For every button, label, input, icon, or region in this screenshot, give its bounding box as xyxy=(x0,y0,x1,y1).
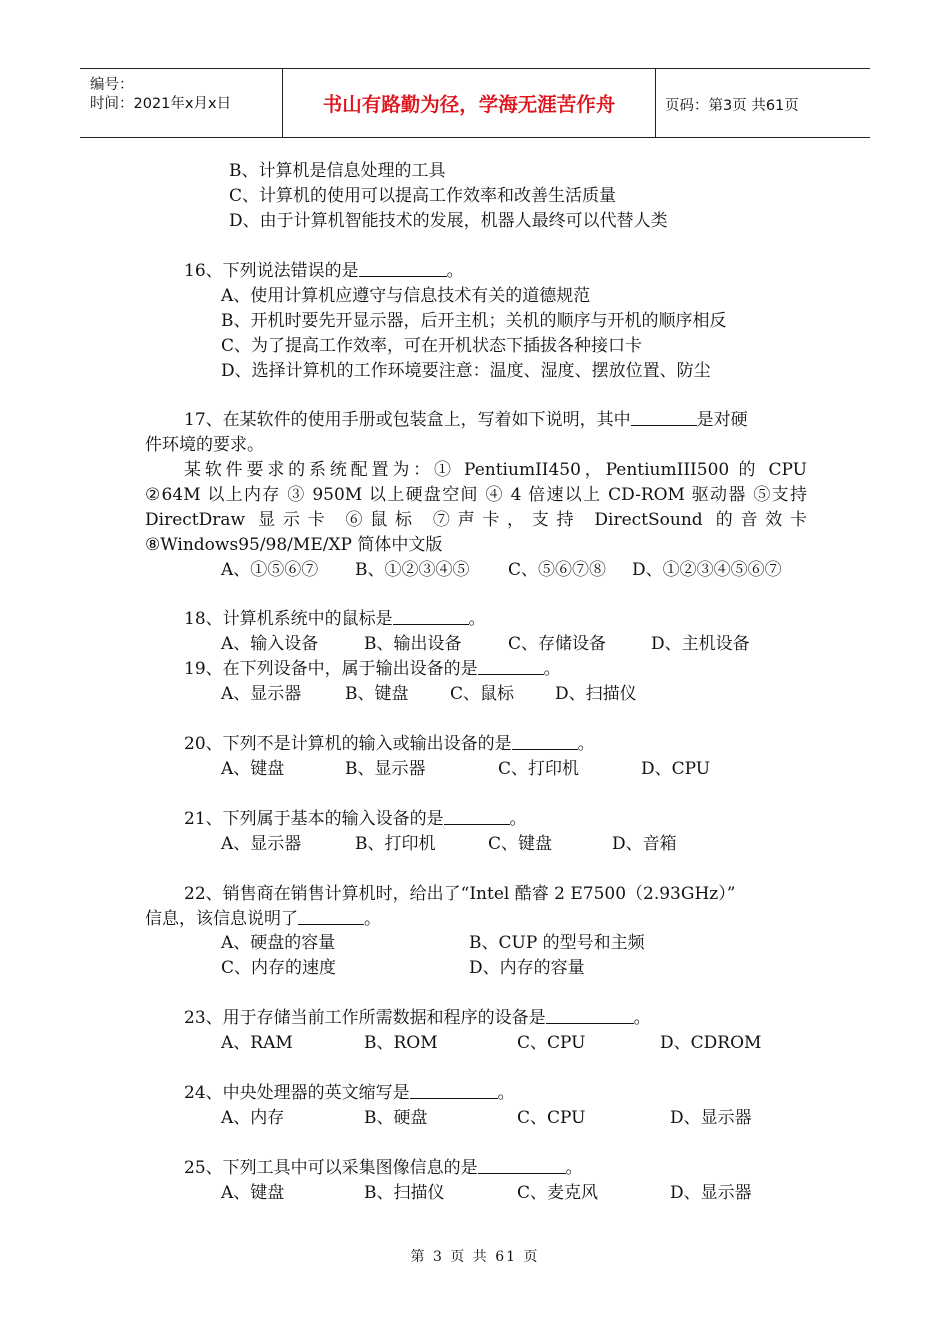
q21-option-d: D、音箱 xyxy=(612,834,677,854)
q20-stem-text: 20、下列不是计算机的输入或输出设备的是 xyxy=(184,734,512,754)
q16-stem-end: 。 xyxy=(446,261,464,281)
answer-blank xyxy=(444,809,510,825)
q22-option-b: B、CUP 的型号和主频 xyxy=(469,933,645,953)
q19-stem-text: 19、在下列设备中，属于输出设备的是 xyxy=(184,659,478,679)
q17-stem-text: 17、在某软件的使用手册或包装盒上，写着如下说明，其中 xyxy=(184,410,631,430)
doc-date-label: 时间：2021年x月x日 xyxy=(90,96,232,112)
q17-option-c: C、⑤⑥⑦⑧ xyxy=(508,560,607,580)
q16-option-b: B、开机时要先开显示器，后开主机；关机的顺序与开机的顺序相反 xyxy=(221,311,727,331)
q19-option-b: B、键盘 xyxy=(345,684,409,704)
page-footer: 第 3 页 共 61 页 xyxy=(410,1249,540,1265)
q24-option-b: B、硬盘 xyxy=(364,1108,428,1128)
q22-option-d: D、内存的容量 xyxy=(469,958,585,978)
q19-option-c: C、鼠标 xyxy=(450,684,515,704)
q15-option-b: B、计算机是信息处理的工具 xyxy=(229,161,446,181)
q25-stem xyxy=(184,1158,583,1178)
q18-stem xyxy=(184,609,486,629)
q19-stem xyxy=(184,659,561,679)
q22-stem: 22、销售商在销售计算机时，给出了“Intel 酷睿 2 E7500（2.93GHz）” xyxy=(184,884,736,904)
q19-option-a: A、显示器 xyxy=(221,684,302,704)
q24-option-c: C、CPU xyxy=(517,1108,586,1128)
header-motto: 书山有路勤为径，学海无涯苦作舟 xyxy=(322,93,616,116)
q21-option-a: A、显示器 xyxy=(221,834,302,854)
q22-option-c: C、内存的速度 xyxy=(221,958,337,978)
q23-option-b: B、ROM xyxy=(364,1033,438,1053)
q17-config-line1: 某软件要求的系统配置为：① PentiumII450，PentiumIII500 的 CPU xyxy=(184,460,807,480)
q16-option-d: D、选择计算机的工作环境要注意：温度、湿度、摆放位置、防尘 xyxy=(221,361,711,381)
q24-stem-end: 。 xyxy=(497,1083,515,1103)
q22-stem-text: 信息，该信息说明了 xyxy=(145,909,298,929)
q20-option-b: B、显示器 xyxy=(345,759,426,779)
q17-option-b: B、①②③④⑤ xyxy=(355,560,470,580)
header-divider xyxy=(655,69,656,137)
answer-blank xyxy=(478,659,544,675)
q21-stem xyxy=(184,809,527,829)
q20-option-d: D、CPU xyxy=(641,759,711,779)
q25-stem-text: 25、下列工具中可以采集图像信息的是 xyxy=(184,1158,478,1178)
q16-stem xyxy=(184,261,464,281)
q17-config-line3: DirectDraw 显示卡 ⑥鼠标 ⑦声卡，支持 DirectSound 的音效卡 xyxy=(145,510,807,530)
q21-option-c: C、键盘 xyxy=(488,834,553,854)
q24-stem xyxy=(184,1083,515,1103)
q18-stem-text: 18、计算机系统中的鼠标是 xyxy=(184,609,393,629)
q23-stem xyxy=(184,1008,651,1028)
q25-stem-end: 。 xyxy=(565,1158,583,1178)
q20-option-c: C、打印机 xyxy=(498,759,580,779)
q15-option-d: D、由于计算机智能技术的发展，机器人最终可以代替人类 xyxy=(229,211,668,231)
q17-config-line4: ⑧Windows95/98/ME/XP 简体中文版 xyxy=(145,535,443,555)
q18-option-d: D、主机设备 xyxy=(651,634,750,654)
q18-stem-end: 。 xyxy=(468,609,486,629)
answer-blank xyxy=(512,734,578,750)
q18-option-b: B、输出设备 xyxy=(364,634,462,654)
q23-option-d: D、CDROM xyxy=(660,1033,762,1053)
header-meta xyxy=(80,69,282,137)
q15-option-c: C、计算机的使用可以提高工作效率和改善生活质量 xyxy=(229,186,617,206)
q20-stem xyxy=(184,734,595,754)
q17-stem-end: 是对硬 xyxy=(696,410,748,430)
q21-stem-end: 。 xyxy=(509,809,527,829)
q18-option-a: A、输入设备 xyxy=(221,634,319,654)
q22-stem-line2 xyxy=(145,909,381,929)
q17-stem-line2: 件环境的要求。 xyxy=(145,435,264,455)
q23-option-c: C、CPU xyxy=(517,1033,586,1053)
answer-blank xyxy=(410,1083,498,1099)
q21-stem-text: 21、下列属于基本的输入设备的是 xyxy=(184,809,444,829)
q23-option-a: A、RAM xyxy=(221,1033,293,1053)
answer-blank xyxy=(546,1008,634,1024)
q19-option-d: D、扫描仪 xyxy=(555,684,637,704)
answer-blank xyxy=(359,261,447,277)
q20-stem-end: 。 xyxy=(577,734,595,754)
q24-option-a: A、内存 xyxy=(221,1108,285,1128)
q23-stem-text: 23、用于存储当前工作所需数据和程序的设备是 xyxy=(184,1008,546,1028)
q25-option-c: C、麦克风 xyxy=(517,1183,599,1203)
answer-blank xyxy=(393,609,469,625)
header-page-label: 页码：第3页 共61页 xyxy=(665,98,799,114)
page-header xyxy=(80,68,870,138)
q23-stem-end: 。 xyxy=(633,1008,651,1028)
q20-option-a: A、键盘 xyxy=(221,759,285,779)
q17-stem xyxy=(184,410,748,430)
q25-option-b: B、扫描仪 xyxy=(364,1183,445,1203)
q22-option-a: A、硬盘的容量 xyxy=(221,933,336,953)
answer-blank xyxy=(478,1158,566,1174)
q18-option-c: C、存储设备 xyxy=(508,634,607,654)
q21-option-b: B、打印机 xyxy=(355,834,436,854)
q25-option-a: A、键盘 xyxy=(221,1183,285,1203)
q25-option-d: D、显示器 xyxy=(670,1183,752,1203)
q16-option-c: C、为了提高工作效率，可在开机状态下插拔各种接口卡 xyxy=(221,336,643,356)
doc-number-label: 编号： xyxy=(90,77,134,93)
q17-option-d: D、①②③④⑤⑥⑦ xyxy=(632,560,782,580)
answer-blank xyxy=(298,909,364,925)
answer-blank xyxy=(631,410,697,426)
q19-stem-end: 。 xyxy=(543,659,561,679)
q17-option-a: A、①⑤⑥⑦ xyxy=(221,560,319,580)
q17-config-line2: ②64M 以上内存 ③ 950M 以上硬盘空间 ④ 4 倍速以上 CD-ROM 驱动器 ⑤支持 xyxy=(145,485,807,505)
q24-option-d: D、显示器 xyxy=(670,1108,752,1128)
q24-stem-text: 24、中央处理器的英文缩写是 xyxy=(184,1083,410,1103)
q16-stem-text: 16、下列说法错误的是 xyxy=(184,261,359,281)
q22-stem-end: 。 xyxy=(364,909,381,929)
q16-option-a: A、使用计算机应遵守与信息技术有关的道德规范 xyxy=(221,286,591,306)
